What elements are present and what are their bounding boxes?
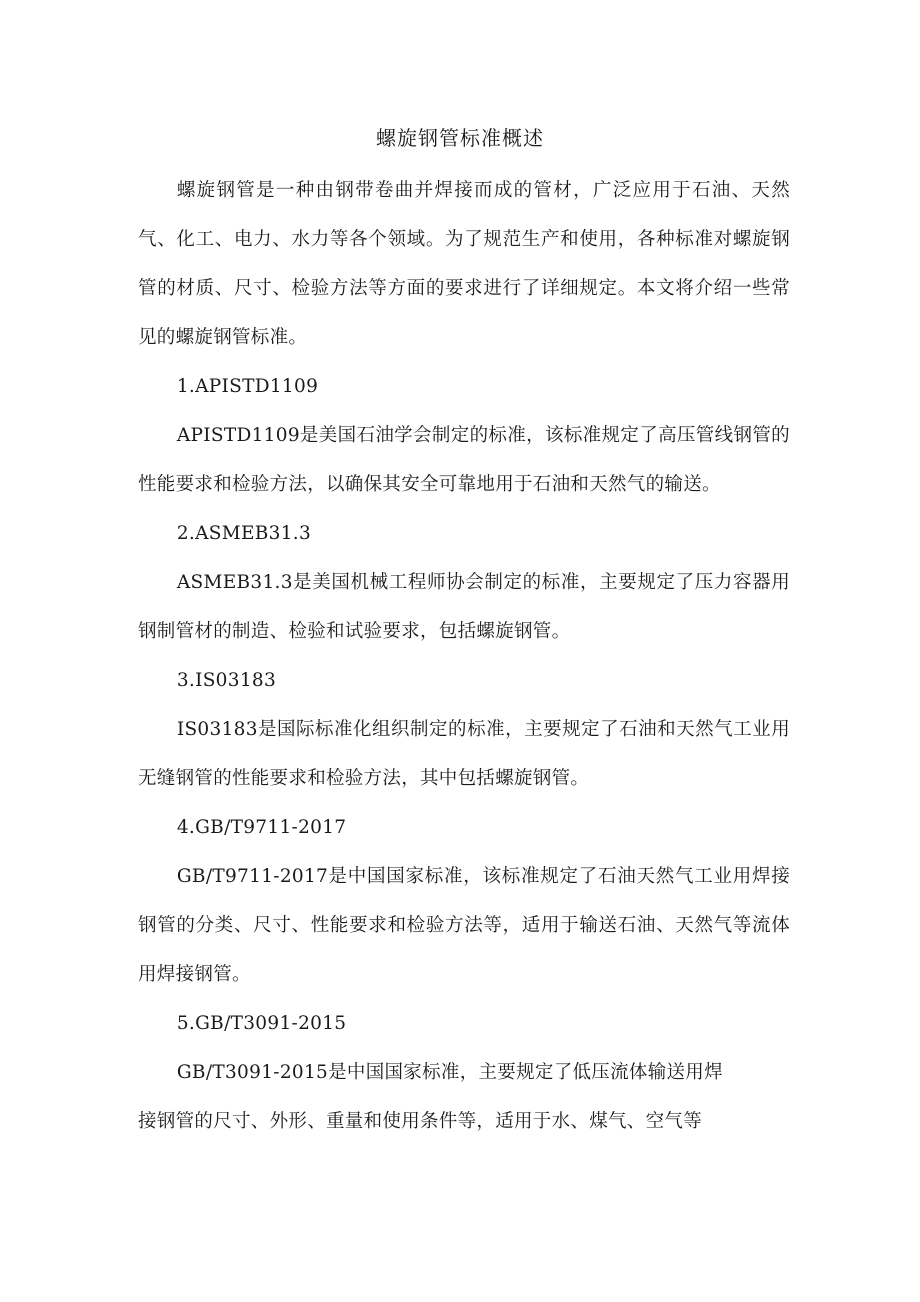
section-paragraph-1: APISTD1109是美国石油学会制定的标准，该标准规定了高压管线钢管的性能要求和检验方法，以确保其安全可靠地用于石油和天然气的输送。 <box>138 425 790 495</box>
section-paragraph-5-continuation: 接钢管的尺寸、外形、重量和使用条件等，适用于水、煤气、空气等 <box>138 1111 703 1132</box>
section-paragraph-4: GB/T9711-2017是中国国家标准，该标准规定了石油天然气工业用焊接钢管的分类、尺寸、性能要求和检验方法等，适用于输送石油、天然气等流体用焊接钢管。 <box>138 866 790 985</box>
section-heading-1: 1.APISTD1109 <box>176 376 319 397</box>
section-heading-2: 2.ASMEB31.3 <box>176 523 312 544</box>
section-paragraph-5: GB/T3091-2015是中国国家标准，主要规定了低压流体输送用焊 <box>176 1062 723 1083</box>
document-title: 螺旋钢管标准概述 <box>376 126 544 150</box>
section-heading-4: 4.GB/T9711-2017 <box>176 817 347 838</box>
section-paragraph-2: ASMEB31.3是美国机械工程师协会制定的标准，主要规定了压力容器用钢制管材的制造、检验和试验要求，包括螺旋钢管。 <box>138 572 790 642</box>
document-body <box>138 166 790 1146</box>
section-heading-5: 5.GB/T3091-2015 <box>176 1013 347 1034</box>
section-heading-3: 3.IS03183 <box>176 670 277 691</box>
intro-paragraph: 螺旋钢管是一种由钢带卷曲并焊接而成的管材，广泛应用于石油、天然气、化工、电力、水力等各个领域。为了规范生产和使用，各种标准对螺旋钢管的材质、尺寸、检验方法等方面的要求进行了详细规定。本文将介绍一些常见的螺旋钢管标准。 <box>138 180 790 348</box>
section-paragraph-3: IS03183是国际标准化组织制定的标准，主要规定了石油和天然气工业用无缝钢管的性能要求和检验方法，其中包括螺旋钢管。 <box>138 719 790 789</box>
